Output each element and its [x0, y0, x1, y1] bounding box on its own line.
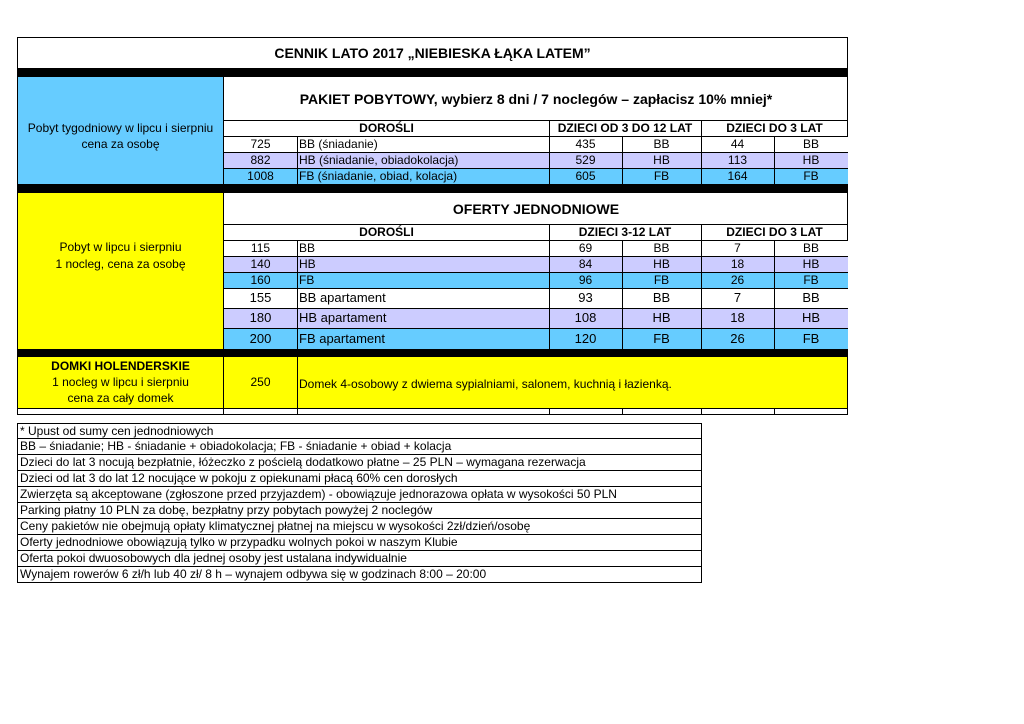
grid-line — [701, 136, 702, 184]
toddler-plan: HB — [802, 153, 820, 167]
cottages-description: Domek 4-osobowy z dwiema sypialniami, salonem, kuchnią i łazienką. — [299, 377, 672, 391]
grid-line — [224, 256, 848, 257]
kids-price: 69 — [578, 241, 593, 255]
adult-price: 160 — [250, 273, 271, 287]
toddler-plan: HB — [801, 310, 821, 325]
note-line: Parking płatny 10 PLN za dobę, bezpłatny przy pobytach powyżej 2 noclegów — [17, 503, 702, 519]
kids-price: 84 — [578, 257, 593, 271]
kids-price: 93 — [578, 290, 593, 305]
kids-price: 529 — [575, 153, 596, 167]
grid-line — [224, 240, 848, 241]
adult-price: 155 — [249, 290, 272, 305]
toddler-plan: BB — [802, 137, 819, 151]
oneday-col-toddlers: DZIECI DO 3 LAT — [726, 225, 823, 239]
cottages-sub-line2: cena za cały domek — [67, 391, 174, 405]
note-line: Wynajem rowerów 6 zł/h lub 40 zł/ 8 h – wynajem odbywa się w godzinach 8:00 – 20:00 — [17, 567, 702, 583]
oneday-col-kids: DZIECI 3-12 LAT — [578, 225, 672, 239]
page-title: CENNIK LATO 2017 „NIEBIESKA ŁĄKA LATEM” — [274, 45, 591, 61]
oneday-header: OFERTY JEDNODNIOWE — [452, 200, 620, 217]
toddler-price: 26 — [730, 330, 745, 346]
grid-line — [701, 120, 702, 136]
grid-line — [549, 136, 550, 184]
kids-plan: HB — [652, 310, 671, 325]
grid-line — [297, 240, 298, 349]
grid-line — [549, 120, 550, 136]
kids-plan: BB — [653, 137, 670, 151]
cottages-side-label — [18, 358, 223, 406]
toddler-price: 7 — [734, 241, 741, 255]
note-line: Ceny pakietów nie obejmują opłaty klimatycznej płatnej na miejscu w wysokości 2zł/dzień/osobę — [17, 519, 702, 535]
toddler-price: 26 — [730, 273, 745, 287]
adult-plan: HB — [299, 257, 316, 271]
grid-line — [224, 328, 848, 329]
grid-line — [774, 408, 775, 414]
note-line: BB – śniadanie; HB - śniadanie + obiadokolacja; FB - śniadanie + obiad + kolacja — [17, 439, 702, 455]
cottages-sub-line1: 1 nocleg w lipcu i sierpniu — [52, 375, 189, 389]
grid-line — [701, 240, 702, 349]
grid-line — [774, 240, 775, 349]
cottages-price: 250 — [250, 375, 271, 389]
toddler-price: 44 — [730, 137, 745, 151]
oneday-side-label-line1: Pobyt w lipcu i sierpniu — [59, 240, 182, 254]
adult-price: 180 — [249, 310, 272, 325]
cottages-title: DOMKI HOLENDERSKIE — [51, 359, 190, 373]
grid-line — [224, 168, 848, 169]
grid-line — [622, 136, 623, 184]
grid-line — [223, 357, 224, 414]
kids-price: 435 — [575, 137, 596, 151]
grid-line — [549, 224, 550, 240]
kids-price: 120 — [574, 330, 597, 346]
adult-plan: HB (śniadanie, obiadokolacja) — [299, 153, 459, 167]
grid-line — [224, 272, 848, 273]
toddler-plan: FB — [802, 330, 820, 346]
grid-line — [549, 408, 550, 414]
grid-line — [297, 136, 298, 184]
adult-plan: FB — [299, 273, 315, 287]
kids-price: 108 — [574, 310, 597, 325]
package-col-kids: DZIECI OD 3 DO 12 LAT — [557, 121, 693, 135]
package-header: PAKIET POBYTOWY, wybierz 8 dni / 7 noclegów – zapłacisz 10% mniej* — [299, 90, 773, 107]
note-line: Dzieci do lat 3 nocują bezpłatnie, łóżeczko z pościelą dodatkowo płatne – 25 PLN – wymagana rezerwacja — [17, 455, 702, 471]
adult-plan: HB apartament — [299, 310, 387, 325]
note-line: * Upust od sumy cen jednodniowych — [17, 423, 702, 439]
package-side-label-line2: cena za osobę — [81, 137, 160, 151]
toddler-plan: HB — [802, 257, 820, 271]
adult-plan: FB apartament — [299, 330, 385, 346]
grid-line — [224, 120, 848, 121]
kids-plan: BB — [652, 290, 671, 305]
grid-line — [223, 193, 224, 349]
divider-bar — [17, 349, 848, 357]
toddler-price: 18 — [730, 310, 745, 325]
package-side-label-line1: Pobyt tygodniowy w lipcu i sierpniu — [27, 121, 214, 135]
toddler-plan: FB — [803, 273, 819, 287]
adult-plan: BB (śniadanie) — [299, 137, 378, 151]
kids-plan: HB — [653, 153, 670, 167]
toddler-plan: BB — [802, 241, 819, 255]
grid-line — [622, 408, 623, 414]
toddler-plan: BB — [802, 290, 820, 305]
adult-plan: BB — [299, 241, 316, 255]
grid-line — [224, 288, 848, 289]
grid-line — [224, 308, 848, 309]
grid-line — [774, 136, 775, 184]
toddler-plan: FB — [803, 169, 819, 183]
grid-line — [224, 152, 848, 153]
adult-price: 140 — [250, 257, 271, 271]
grid-line — [622, 240, 623, 349]
grid-line — [549, 240, 550, 349]
adult-price: 725 — [250, 137, 271, 151]
package-side-label — [18, 120, 223, 152]
grid-line — [701, 408, 702, 414]
kids-price: 605 — [575, 169, 596, 183]
adult-price: 882 — [250, 153, 271, 167]
oneday-side-label — [18, 239, 223, 273]
adult-price: 115 — [250, 241, 271, 255]
grid-line — [18, 408, 848, 409]
grid-line — [701, 224, 702, 240]
note-line: Oferty jednodniowe obowiązują tylko w przypadku wolnych pokoi w naszym Klubie — [17, 535, 702, 551]
kids-price: 96 — [578, 273, 593, 287]
divider-bar — [17, 68, 848, 77]
toddler-price: 7 — [733, 290, 742, 305]
toddler-price: 18 — [730, 257, 745, 271]
oneday-col-adults: DOROŚLI — [359, 225, 414, 239]
toddler-price: 113 — [727, 153, 748, 167]
kids-plan: FB — [653, 169, 670, 183]
adult-plan: FB (śniadanie, obiad, kolacja) — [299, 169, 458, 183]
adult-price: 1008 — [247, 169, 274, 183]
oneday-side-label-line2: 1 nocleg, cena za osobę — [55, 257, 186, 271]
adult-price: 200 — [249, 330, 272, 346]
kids-plan: BB — [653, 241, 670, 255]
kids-plan: FB — [653, 273, 670, 287]
package-col-adults: DOROŚLI — [359, 121, 414, 135]
divider-bar — [17, 184, 848, 193]
grid-line — [224, 136, 848, 137]
note-line: Zwierzęta są akceptowane (zgłoszone przed przyjazdem) - obowiązuje jednorazowa opłata w wysokości 50 PLN — [17, 487, 702, 503]
note-line: Oferta pokoi dwuosobowych dla jednej osoby jest ustalana indywidualnie — [17, 551, 702, 567]
kids-plan: FB — [653, 330, 670, 346]
package-col-toddlers: DZIECI DO 3 LAT — [726, 121, 823, 135]
note-line: Dzieci od lat 3 do lat 12 nocujące w pokoju z opiekunami płacą 60% cen dorosłych — [17, 471, 702, 487]
adult-plan: BB apartament — [299, 290, 386, 305]
kids-plan: HB — [653, 257, 670, 271]
grid-line — [224, 224, 848, 225]
grid-line — [297, 357, 298, 414]
toddler-price: 164 — [727, 169, 748, 183]
